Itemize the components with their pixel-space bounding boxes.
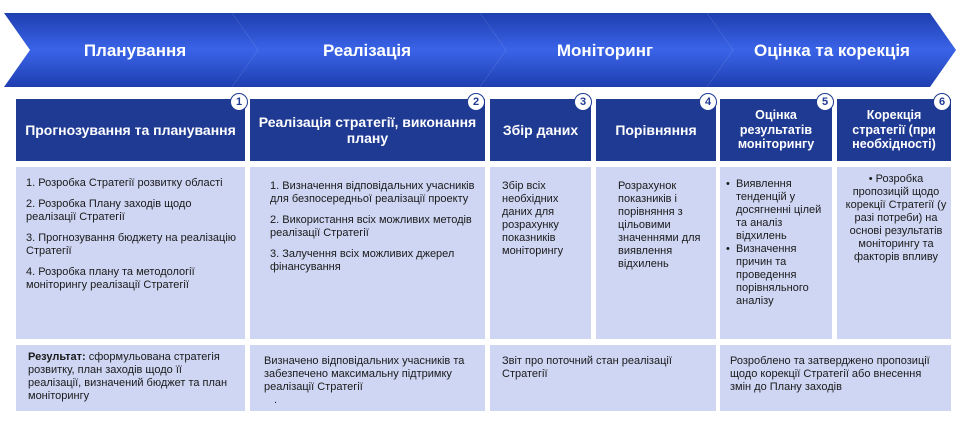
bullet-icon: • xyxy=(726,243,730,255)
activity-item: 1. Визначення відповідальних учасників для безпосередньої реалізації проекту xyxy=(270,180,475,205)
step-title: Збір даних xyxy=(502,122,579,138)
activity-item: 2. Розробка Плану заходів щодо реалізації Стратегії xyxy=(26,198,192,223)
result-extra: . xyxy=(274,394,278,406)
bullet-text: Виявлення тенденцій у досягненні цілей та аналіз відхилень xyxy=(736,178,822,242)
activity-item: 2. Використання всіх можливих методів реалізації Стратегії xyxy=(270,214,472,239)
bullet-icon: • xyxy=(726,178,730,190)
result-text: Визначено відповідальних учасників та забезпечено максимальну підтримку реалізації Стратегії xyxy=(264,355,465,393)
result-planning xyxy=(16,345,245,411)
activity-text: Розробка пропозицій щодо корекції Стратегії (у разі потреби) на основі результатів моніторингу та факторів впливу xyxy=(845,173,947,263)
activities-evaluation xyxy=(720,167,832,339)
step-number-badge: 2 xyxy=(467,93,485,111)
activity-item: 1. Розробка Стратегії розвитку області xyxy=(26,177,223,189)
result-evaluation xyxy=(720,345,951,411)
bullet-icon: • xyxy=(868,173,873,185)
activity-item: 3. Залучення всіх можливих джерел фінансування xyxy=(270,248,455,273)
bullet-item xyxy=(726,178,828,243)
activity-item: 4. Розробка плану та методології моніторингу реалізації Стратегії xyxy=(26,266,195,291)
bullet-text: Визначення причин та проведення порівняльного аналізу xyxy=(736,243,809,307)
result-text: сформульована стратегія розвитку, план заходів щодо її реалізації, визначений бюджет та план моніторингу xyxy=(28,351,228,402)
phase-label-evaluation: Оцінка та корекція xyxy=(754,41,910,60)
step-number-badge: 4 xyxy=(699,93,717,111)
activity-text: Збір всіх необхідних даних для розрахунку показників моніторингу xyxy=(502,180,564,257)
activity-item: 3. Прогнозування бюджету на реалізацію Стратегії xyxy=(26,232,237,257)
activities-data-collection xyxy=(490,167,591,339)
result-implementation xyxy=(250,345,485,411)
activities-planning xyxy=(16,167,245,339)
step-header-forecasting xyxy=(16,99,245,161)
activities-implementation xyxy=(250,167,485,339)
step-header-implementation xyxy=(250,99,485,161)
step-header-comparison xyxy=(596,99,716,161)
result-text: Розроблено та затверджено пропозиції щодо корекції Стратегії або внесення змін до Плану заходів xyxy=(730,355,930,393)
step-number-badge: 3 xyxy=(574,93,592,111)
step-header-correction xyxy=(837,99,951,161)
phase-label-planning: Планування xyxy=(83,41,187,60)
activities-comparison xyxy=(596,167,716,339)
step-title: Прогнозування та планування xyxy=(25,122,236,138)
phase-label-implementation: Реалізація xyxy=(322,41,412,60)
result-monitoring xyxy=(490,345,716,411)
phase-label-monitoring: Моніторинг xyxy=(556,41,654,60)
step-title: Оцінка результатів моніторингу xyxy=(737,108,815,152)
step-header-evaluation xyxy=(720,99,832,161)
step-title: Реалізація стратегії, виконання плану xyxy=(258,114,477,146)
activities-correction xyxy=(837,167,951,339)
activity-text: Розрахунок показників і порівняння з цільовими значеннями для виявлення відхилень xyxy=(618,180,701,270)
step-title: Порівняння xyxy=(615,122,697,138)
bullet-item xyxy=(726,243,828,308)
step-number-badge: 5 xyxy=(816,93,834,111)
step-number-badge: 6 xyxy=(933,93,951,111)
result-label: Результат: xyxy=(28,351,86,363)
step-number-badge: 1 xyxy=(230,93,248,111)
step-title: Корекція стратегії (при необхідності) xyxy=(852,108,936,152)
result-text: Звіт про поточний стан реалізації Стратегії xyxy=(502,355,672,380)
